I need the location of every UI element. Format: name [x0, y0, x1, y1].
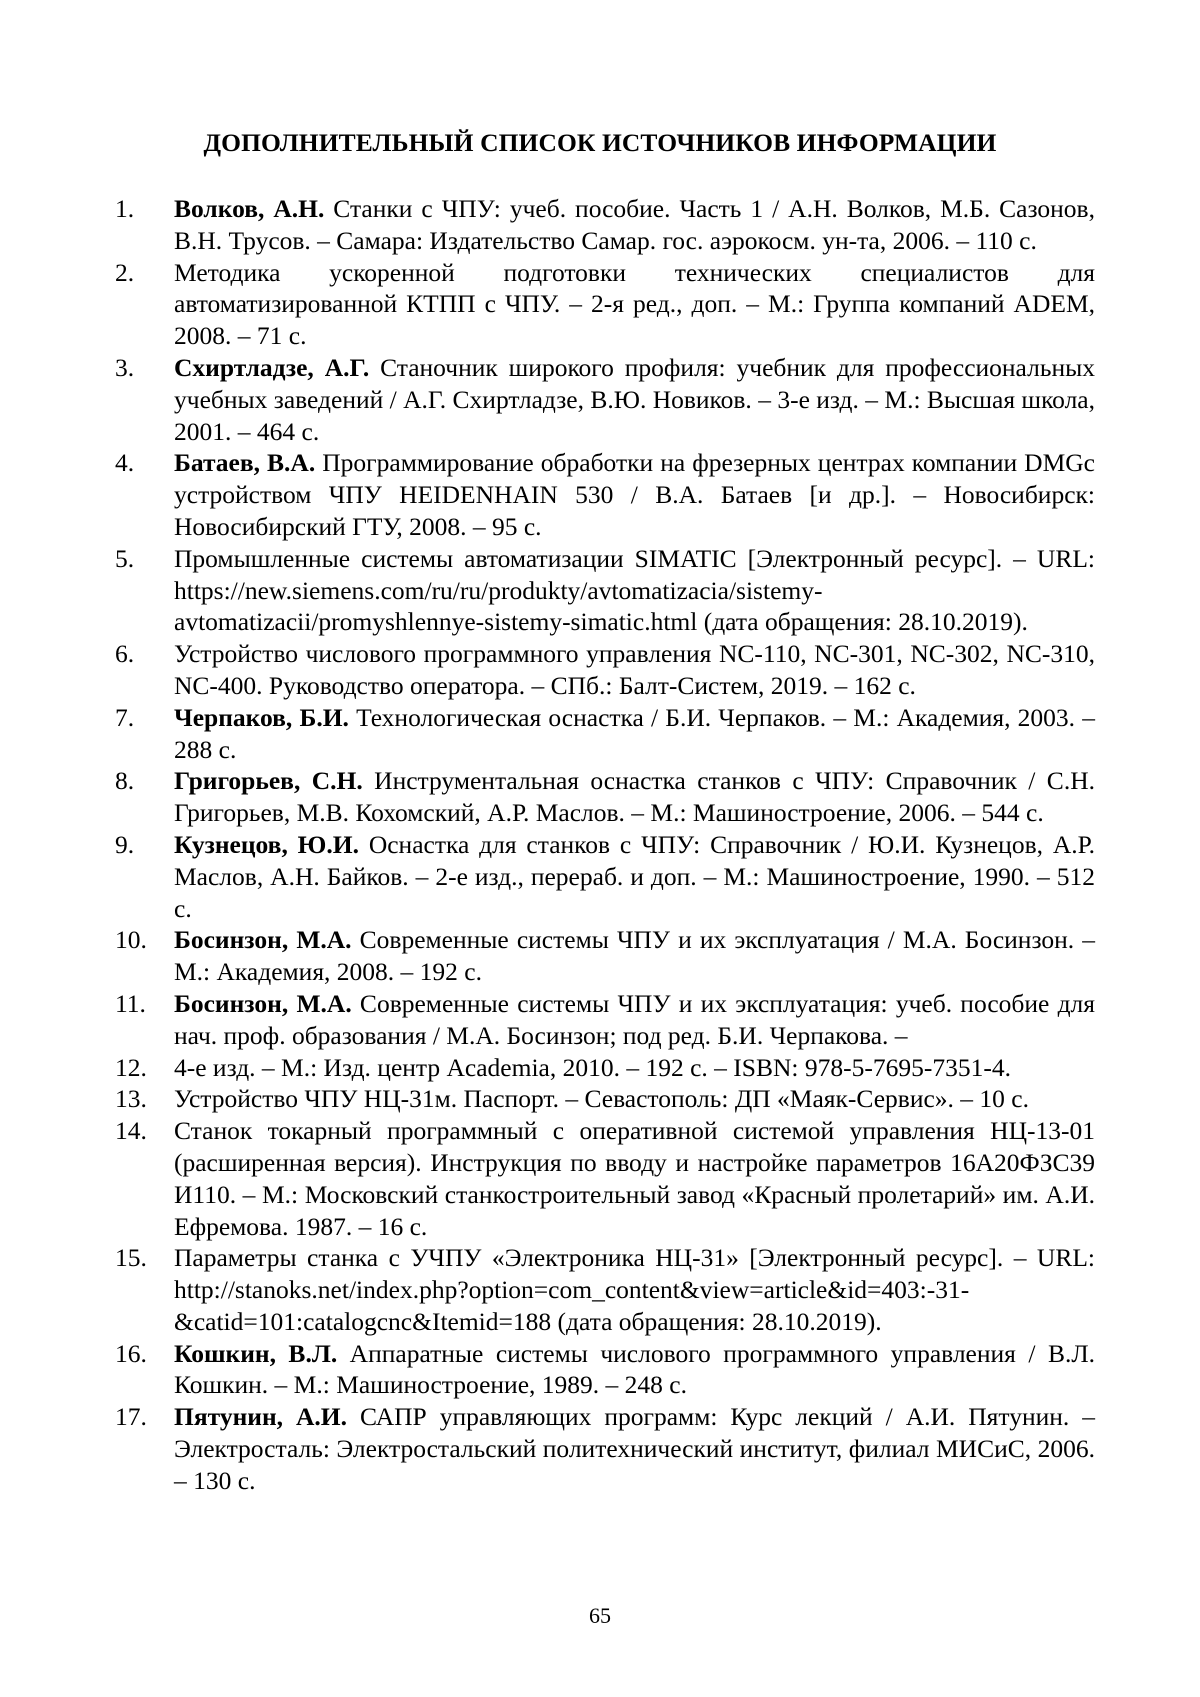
reference-item: [115, 765, 1095, 829]
reference-body: САПР управляющих программ: Курс лекций / А.И. Пятунин. – Электросталь: Электростальский политехнический институт, филиал МИСиС, 2006. – 130 с.: [174, 1402, 1095, 1495]
reference-author: Григорьев, С.Н.: [174, 766, 363, 796]
reference-text: [174, 1083, 1095, 1115]
reference-body: Инструментальная оснастка станков с ЧПУ: Справочник / С.Н. Григорьев, М.В. Кохомский, А.Р. Маслов. – М.: Машиностроение, 2006. – 544 с.: [174, 766, 1095, 828]
reference-number: 8.: [115, 766, 135, 796]
reference-body: Программирование обработки на фрезерных центрах компании DMGс устройством ЧПУ HEIDENHAIN 530 / В.А. Батаев [и др.]. – Новосибирск: Новосибирский ГТУ, 2008. – 95 с.: [174, 448, 1095, 541]
reference-item: [115, 543, 1095, 638]
reference-number: 7.: [115, 702, 135, 732]
reference-author: Босинзон, М.А.: [174, 988, 352, 1018]
reference-author: Босинзон, М.А.: [174, 925, 352, 955]
reference-text: [174, 702, 1095, 766]
reference-body: Параметры станка с УЧПУ «Электроника НЦ-31» [Электронный ресурс]. – URL: http://stanoks.net/index.php?option=com_content&view=article&id=403:-31-&catid=101:catalogcnc&Itemid=188 (дата обращения: 28.10.2019).: [174, 1243, 1095, 1336]
reference-number: 3.: [115, 352, 135, 382]
reference-body: Устройство ЧПУ НЦ-31м. Паспорт. – Севастополь: ДП «Маяк-Сервис». – 10 с.: [174, 1084, 1029, 1114]
reference-text: [174, 1338, 1095, 1402]
reference-text: [174, 257, 1095, 352]
reference-text: [174, 543, 1095, 638]
reference-item: [115, 447, 1095, 542]
reference-body: Станки с ЧПУ: учеб. пособие. Часть 1 / А.Н. Волков, М.Б. Сазонов, В.Н. Трусов. – Самара: Издательство Самар. гос. аэрокосм. ун-та, 2006. – 110 с.: [174, 194, 1095, 255]
reference-item: [115, 988, 1095, 1052]
reference-number: 4.: [115, 448, 135, 478]
reference-item: [115, 638, 1095, 702]
reference-author: Схиртладзе, А.Г.: [174, 352, 370, 382]
reference-number: 6.: [115, 639, 135, 669]
reference-item: [115, 702, 1095, 766]
reference-number: 1.: [115, 194, 135, 223]
reference-item: [115, 1052, 1095, 1084]
reference-text: [174, 829, 1095, 924]
reference-body: Оснастка для станков с ЧПУ: Справочник / Ю.И. Кузнецов, А.Р. Маслов, А.Н. Байков. – 2-е изд., перераб. и доп. – М.: Машиностроение, 1990. – 512 с.: [174, 829, 1095, 923]
reference-body: Станок токарный программный с оперативной системой управления НЦ-13-01 (расширенная версия). Инструкция по вводу и настройке параметров 16А20ФЗС39 И110. – М.: Московский станкостроительный завод «Красный пролетарий» им. А.И. Ефремова. 1987. – 16 с.: [174, 1116, 1095, 1241]
reference-item: [115, 193, 1095, 257]
reference-body: Современные системы ЧПУ и их эксплуатация: учеб. пособие для нач. проф. образования / М.А. Босинзон; под ред. Б.И. Черпакова. –: [174, 988, 1095, 1050]
reference-text: [174, 193, 1095, 257]
reference-body: Станочник широкого профиля: учебник для профессиональных учебных заведений / А.Г. Схиртладзе, В.Ю. Новиков. – 3-е изд. – М.: Высшая школа, 2001. – 464 с.: [174, 352, 1095, 446]
reference-item: [115, 1242, 1095, 1337]
reference-number: 2.: [115, 257, 135, 287]
page-title: ДОПОЛНИТЕЛЬНЫЙ СПИСОК ИСТОЧНИКОВ ИНФОРМАЦИИ: [203, 128, 997, 157]
reference-number: 13.: [115, 1084, 147, 1114]
reference-body: Промышленные системы автоматизации SIMATIC [Электронный ресурс]. – URL: https://new.siemens.com/ru/ru/produkty/avtomatizacia/sistemy-avtomatizacii/promyshlennye-sistemy-simatic.html (дата обращения: 28.10.2019).: [174, 543, 1095, 637]
page-number: 65: [589, 1603, 611, 1628]
reference-text: [174, 352, 1095, 447]
reference-text: [174, 1401, 1095, 1496]
reference-author: Волков, А.Н.: [174, 194, 325, 223]
reference-number: 15.: [115, 1243, 147, 1273]
reference-item: [115, 257, 1095, 352]
reference-number: 17.: [115, 1402, 147, 1432]
reference-text: [174, 1052, 1095, 1084]
reference-text: [174, 1115, 1095, 1242]
reference-text: [174, 924, 1095, 988]
reference-item: [115, 829, 1095, 924]
reference-number: 10.: [115, 925, 147, 955]
reference-item: [115, 1083, 1095, 1115]
reference-body: Устройство числового программного управления NC-110, NC-301, NC-302, NC-310, NC-400. Руководство оператора. – СПб.: Балт-Систем, 2019. – 162 с.: [174, 639, 1095, 700]
reference-number: 14.: [115, 1116, 147, 1146]
reference-number: 5.: [115, 543, 135, 573]
reference-author: Кошкин, В.Л.: [174, 1338, 338, 1368]
reference-number: 11.: [115, 988, 146, 1018]
reference-number: 9.: [115, 829, 135, 859]
reference-text: [174, 988, 1095, 1052]
reference-item: [115, 1115, 1095, 1242]
reference-author: Кузнецов, Ю.И.: [174, 829, 359, 859]
reference-author: Пятунин, А.И.: [174, 1402, 347, 1432]
reference-text: [174, 447, 1095, 542]
reference-text: [174, 765, 1095, 829]
reference-item: [115, 1401, 1095, 1496]
reference-body: 4-е изд. – М.: Изд. центр Academia, 2010. – 192 с. – ISBN: 978-5-7695-7351-4.: [174, 1052, 1011, 1082]
reference-text: [174, 1242, 1095, 1337]
reference-item: [115, 924, 1095, 988]
reference-text: [174, 638, 1095, 702]
reference-number: 16.: [115, 1338, 147, 1368]
reference-body: Методика ускоренной подготовки технических специалистов для автоматизированной КТПП с ЧПУ. – 2-я ред., доп. – М.: Группа компаний ADEM, 2008. – 71 с.: [174, 257, 1095, 351]
reference-item: [115, 1338, 1095, 1402]
reference-item: [115, 352, 1095, 447]
reference-list: [115, 193, 1095, 1497]
reference-body: Технологическая оснастка / Б.И. Черпаков. – М.: Академия, 2003. – 288 с.: [174, 702, 1095, 764]
reference-number: 12.: [115, 1052, 147, 1082]
reference-author: Черпаков, Б.И.: [174, 702, 349, 732]
reference-body: Современные системы ЧПУ и их эксплуатация / М.А. Босинзон. – М.: Академия, 2008. – 192 с.: [174, 925, 1095, 987]
reference-body: Аппаратные системы числового программного управления / В.Л. Кошкин. – М.: Машиностроение, 1989. – 248 с.: [174, 1338, 1095, 1400]
reference-author: Батаев, В.А.: [174, 448, 316, 478]
